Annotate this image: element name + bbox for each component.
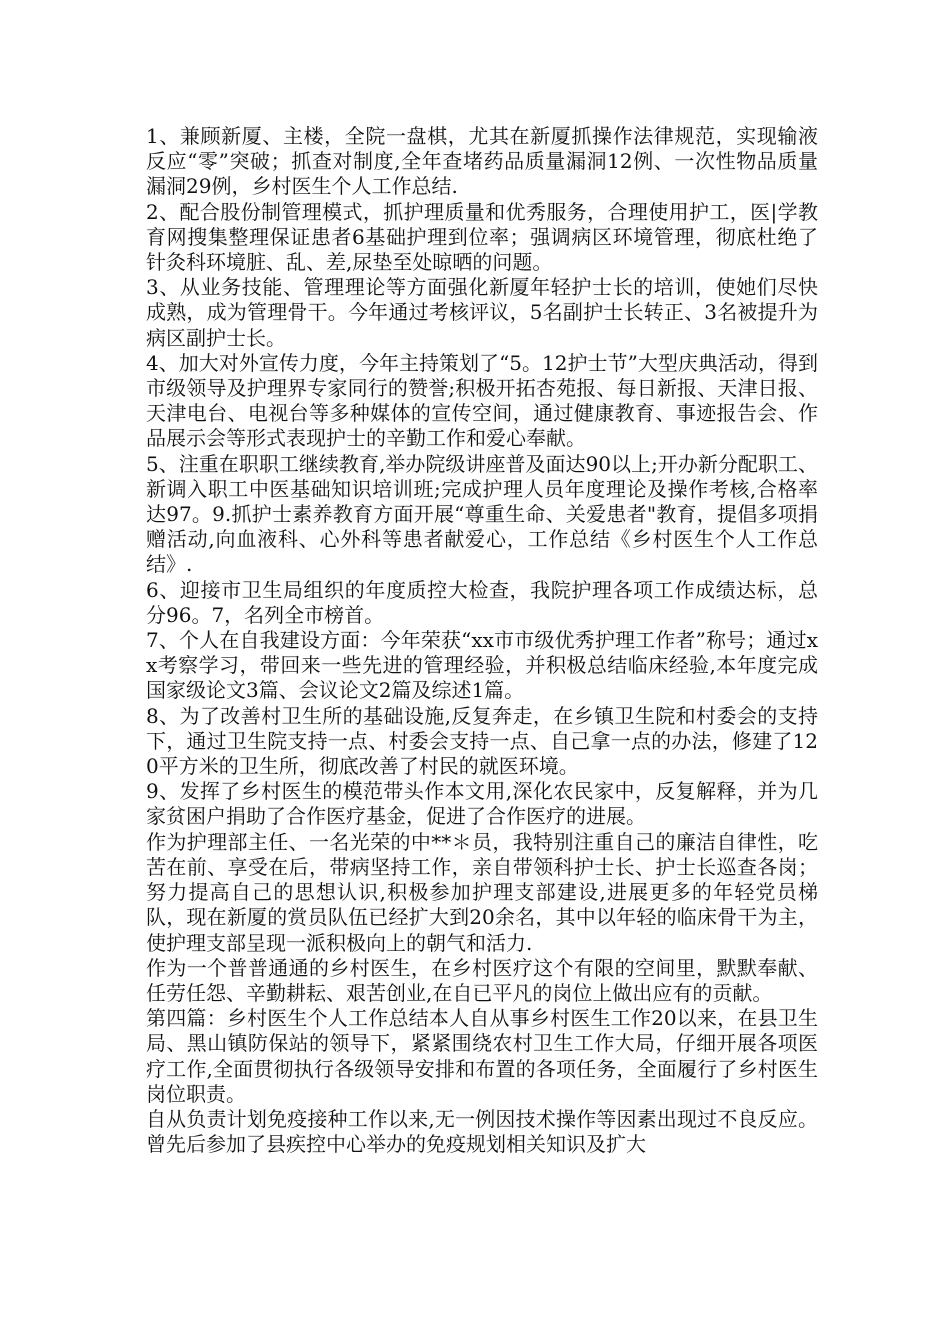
paragraph-9: 9、发挥了乡村医生的模范带头作本文用,深化农民家中，反复解释，并为几家贫困户捐助了合作医疗基金，促进了合作医疗的进展。 xyxy=(146,779,818,829)
paragraph-party-work: 作为护理部主任、一名光荣的中**＊员，我特别注重自己的廉洁自律性，吃苦在前、享受在后，带病坚持工作，亲自带领科护士长、护士长巡查各岗；努力提高自己的思想认识,积极参加护理支部建设,进展更多的年轻党员梯队，现在新厦的赏员队伍已经扩大到20余名，其中以年轻的临床骨干为主，使护理支部呈现一派积极向上的朝气和活力. xyxy=(146,829,818,955)
paragraph-7: 7、个人在自我建设方面：今年荣获“xx市市级优秀护理工作者”称号；通过xx考察学习，带回来一些先进的管理经验，并积极总结临床经验,本年度完成国家级论文3篇、会议论文2篇及综述1篇。 xyxy=(146,628,818,703)
paragraph-fourth-section: 第四篇：乡村医生个人工作总结本人自从事乡村医生工作20以来，在县卫生局、黑山镇防保站的领导下，紧紧围绕农村卫生工作大局，仔细开展各项医疗工作,全面贯彻执行各级领导安排和布置的各项任务，全面履行了乡村医生岗位职责。 xyxy=(146,1006,818,1106)
paragraph-4: 4、加大对外宣传力度，今年主持策划了“5。12护士节”大型庆典活动，得到市级领导及护理界专家同行的赞誉;积极开拓杏苑报、每日新报、天津日报、天津电台、电视台等多种媒体的宣传空间，通过健康教育、事迹报告会、作品展示会等形式表现护士的辛勤工作和爱心奉献。 xyxy=(146,350,818,451)
paragraph-3: 3、从业务技能、管理理论等方面强化新厦年轻护士长的培训，使她们尽快成熟，成为管理骨干。今年通过考核评议，5名副护士长转正、3名被提升为病区副护士长。 xyxy=(146,275,818,350)
paragraph-immunization: 自从负责计划免疫接种工作以来,无一例因技术操作等因素出现过不良反应。曾先后参加了县疾控中心举办的免疫规划相关知识及扩大 xyxy=(146,1106,818,1157)
paragraph-2: 2、配合股份制管理模式，抓护理质量和优秀服务，合理使用护工，医|学教育网搜集整理保证患者6基础护理到位率；强调病区环境管理，彻底杜绝了针灸科环境脏、乱、差,尿垫至处晾晒的问题。 xyxy=(146,199,818,275)
paragraph-5: 5、注重在职职工继续教育,举办院级讲座普及面达90以上;开办新分配职工、新调入职工中医基础知识培训班;完成护理人员年度理论及操作考核,合格率达97。9.抓护士素养教育方面开展“尊重生命、关爱患者"教育，提倡多项捐赠活动,向血液科、心外科等患者献爱心，工作总结《乡村医生个人工作总结》. xyxy=(146,451,818,577)
document-body xyxy=(146,124,818,1157)
paragraph-village-doctor: 作为一个普普通通的乡村医生，在乡村医疗这个有限的空间里，默默奉献、任劳任怨、辛勤耕耘、艰苦创业,在自已平凡的岗位上做出应有的贡献。 xyxy=(146,955,818,1005)
paragraph-8: 8、为了改善村卫生所的基础设施,反复奔走，在乡镇卫生院和村委会的支持下，通过卫生院支持一点、村委会支持一点、自己拿一点的办法，修建了120平方米的卫生所，彻底改善了村民的就医环境。 xyxy=(146,703,818,779)
paragraph-1: 1、兼顾新厦、主楼，全院一盘棋，尤其在新厦抓操作法律规范，实现输液反应“零”突破；抓查对制度,全年查堵药品质量漏洞12例、一次性物品质量漏洞29例，乡村医生个人工作总结. xyxy=(146,124,818,199)
paragraph-6: 6、迎接市卫生局组织的年度质控大检查，我院护理各项工作成绩达标，总分96。7，名列全市榜首。 xyxy=(146,577,818,627)
